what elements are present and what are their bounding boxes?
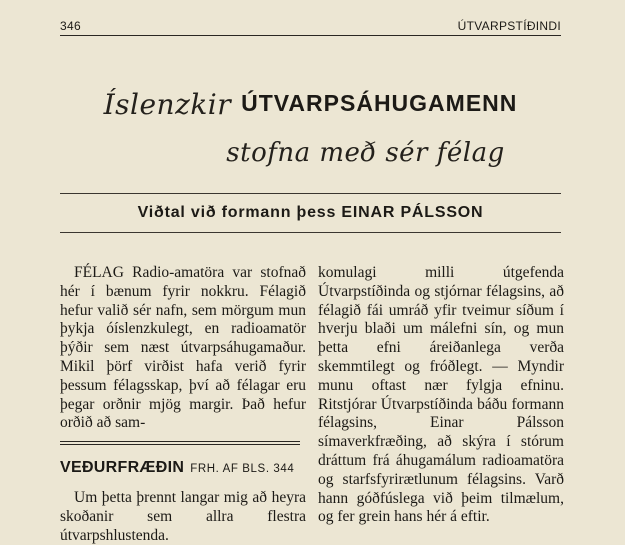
article-title [60, 80, 561, 190]
continued-section-text: Um þetta þrennt langar mig að heyra skoðanir sem allra flestra útvarpshlustenda. [60, 489, 306, 544]
title-caps: ÚTVARPSÁHUGAMENN [241, 90, 518, 116]
section-divider-thin [60, 444, 300, 445]
title-script-phrase: stofna með sér félag [226, 138, 505, 168]
title-script-word: Íslenzkir [103, 88, 232, 121]
article-right-column: komulagi milli útgefenda Útvarpstíðinda og stjórnar félagsins, að félagið fái umráð yfir tveimur síðum í hverju blaði um málefni sín, og mun þetta efni áreiðanlega verða skemmtilegt og fróðlegt. — Myndir munu oftast nær fylgja efninu. Ritstjórar Útvarpstíðinda báðu formann félagsins, Einar Pálsson símaverkfræðing, að skýra í stórum dráttum frá áhugamálum radioamatöra og starfsfyrirætlunum félagsins. Varð hann góðfúslega við þeim tilmælum, og fer grein hans hér á eftir. [318, 264, 564, 526]
page-header [60, 19, 561, 36]
section-divider-thick [60, 441, 300, 442]
title-line-1 [60, 88, 561, 121]
running-title: ÚTVARPSTÍÐINDI [457, 19, 561, 33]
continued-section-heading [60, 459, 320, 477]
section-title: VEÐURFRÆÐIN [60, 459, 185, 476]
subtitle-bottom-rule [60, 232, 561, 233]
article-left-column: FÉLAG Radio-amatöra var stofnað hér í bænum fyrir nokkru. Félagið hefur valið sér nafn, sem mörgum mun þykja óíslenzkulegt, en radioamatör þýðir sem næst útvarpsáhugamaður. Mikil þörf virðist hafa verið fyrir þessum félagsskap, því að félagar eru þegar orðnir mjög margir. Það hefur orðið að sam- [60, 264, 306, 432]
subtitle-top-rule [60, 193, 561, 194]
interview-subtitle: Viðtal við formann þess EINAR PÁLSSON [137, 204, 484, 221]
section-page-reference: FRH. AF BLS. 344 [190, 463, 295, 475]
title-line-2 [60, 138, 561, 168]
page-number: 346 [60, 19, 81, 33]
